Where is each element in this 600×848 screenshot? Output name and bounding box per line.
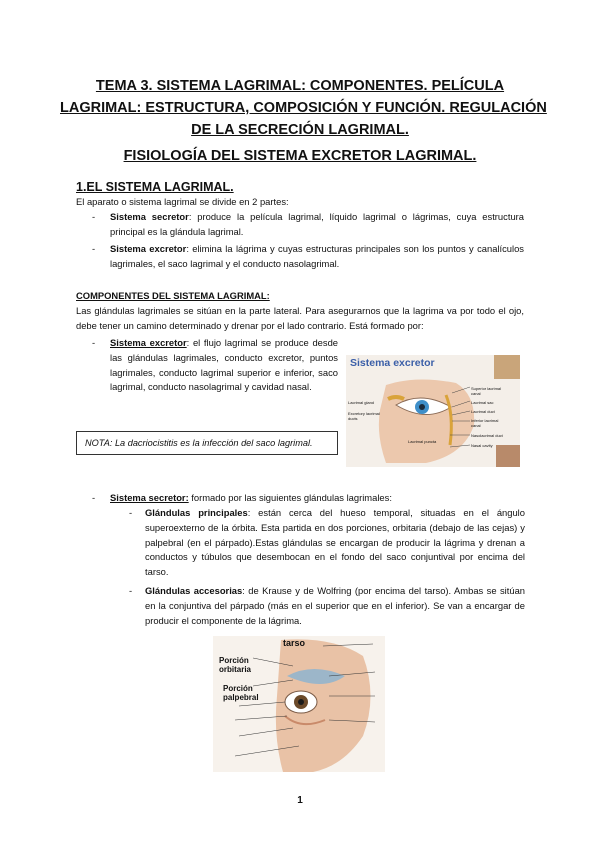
figure-label: Excretory lacrimal ducts [348,411,380,421]
bullet-excretor-detail [110,336,338,395]
excretor-system-figure [346,355,520,467]
sub-bullet-dash: - [129,507,133,518]
bullet-text: : produce la película lagrimal, líquido lagrimal o lágrimas, cuya estructura principal es la glándula lagrimal. [110,211,524,237]
figure-label: Lacrimal duct [471,409,495,414]
document-title [60,75,547,167]
title-line-2: LAGRIMAL: ESTRUCTURA, COMPOSICIÓN Y FUNCIÓN. REGULACIÓN [60,100,547,116]
bullet-dash: - [92,211,96,222]
bullet-text: : elimina la lágrima y cuyas estructuras principales son los puntos y canalículos lagrimales, el saco lagrimal y el conducto nasolagrimal. [110,243,524,269]
bullet-dash: - [92,243,96,254]
bullet-excretor [110,242,524,272]
sub-bullet-text: : de Krause y de Wolfring (por encima del tarso). Ambas se sitúan en la conjuntiva del párpado (más en el superior que en el inferior). Se van a encargar de producir el componente de la lágrima. [145,585,526,626]
components-intro: Las glándulas lagrimales se sitúan en la parte lateral. Para asegurarnos que la lagrima va por todo el ojo, debe tener un camino determinado y drenar por el lado contrario. Está formado por: [76,305,524,331]
bullet-term: Sistema excretor [110,337,187,348]
title-line-4: FISIOLOGÍA DEL SISTEMA EXCRETOR LAGRIMAL. [123,148,477,164]
sub-bullet-text: : están cerca del hueso temporal, situadas en el ángulo superoexterno de la órbita. Esta partida en dos porciones, orbitaria (debajo de las cejas) y palpebral (en el párpado).Estas glándulas se encargan de producir la lágrima y drenan a conductos y túbulos que desembocan en el fondo del saco conjuntival por encima del tarso. [145,507,525,578]
bullet-term: Sistema secretor: [110,492,189,503]
page-number: 1 [297,795,303,806]
sub-bullet-term: Glándulas principales [145,507,248,518]
bullet-secretor [110,210,524,240]
lacrimal-gland-figure [213,636,385,772]
figure-label: Nasolacrimal duct [471,433,503,438]
bullet-secretor-detail [110,491,392,506]
sub-bullet-accesorias [145,584,525,628]
bullet-text: : el flujo lagrimal se produce desde las glándulas lagrimales, conducto excretor, puntos lagrimales, conducto lagrimal superior e inferior, saco lagrimal, conducto nasolagrimal y cavidad nasal. [110,337,338,393]
figure-label: Superior lacrimal canal [471,386,502,396]
title-line-3: DE LA SECRECIÓN LAGRIMAL. [191,122,409,138]
components-heading: COMPONENTES DEL SISTEMA LAGRIMAL: [76,290,270,301]
sub-bullet-principales [145,506,525,580]
title-line-1: TEMA 3. SISTEMA LAGRIMAL: COMPONENTES. PELÍCULA [95,78,505,94]
bullet-term: Sistema secretor [110,211,189,222]
note-box: NOTA: La dacriocistitis es la infección del saco lagrimal. [76,431,338,455]
section-heading: 1.EL SISTEMA LAGRIMAL. [76,180,234,194]
figure-label: Inferior lacrimal canal [471,418,499,428]
figure-label-tarso: tarso [283,638,306,648]
bullet-term: Sistema excretor [110,243,187,254]
figure-label: Lacrimal puncta [408,439,437,444]
bullet-text: formado por las siguientes glándulas lagrimales: [188,492,392,503]
figure-title: Sistema excretor [350,357,435,369]
section-intro: El aparato o sistema lagrimal se divide en 2 partes: [76,196,289,207]
sub-bullet-term: Glándulas accesorias [145,585,243,596]
figure-label-orbitaria: Porción orbitaria [219,656,252,674]
sub-bullet-dash: - [129,585,133,596]
bullet-dash: - [92,492,96,503]
figure-label: Nasal cavity [471,443,493,448]
bullet-dash: - [92,337,96,348]
figure-label: Lacrimal gland [348,400,375,405]
figure-label: Lacrimal sac [471,400,494,405]
figure-label-palpebral: Porción palpebral [223,684,259,702]
